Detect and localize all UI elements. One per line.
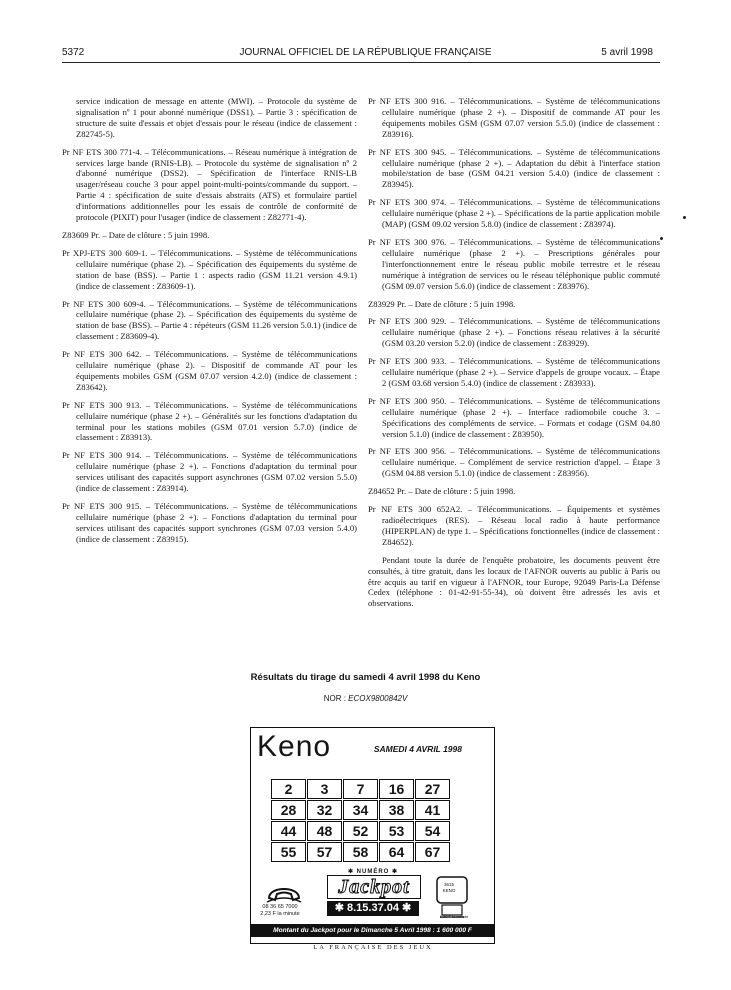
ticket-date: SAMEDI 4 AVRIL 1998: [373, 744, 462, 754]
drawn-number: 67: [415, 842, 450, 862]
results-title: Résultats du tirage du samedi 4 avril 1998 du Keno: [250, 672, 481, 683]
left-column: [62, 96, 357, 552]
nor-label: NOR :: [323, 694, 346, 703]
phone-number: 08 36 65 7000: [262, 904, 298, 910]
drawn-number: 48: [307, 821, 342, 841]
standard-entry: Pr NF ETS 300 913. – Télécommunications. – Système de télécommunications cellulaire numérique (phase 2 +). – Généralités sur les fonctions d'adaptation du terminal pour les stations mobiles (GSM 07.01 version 5.7.0) (indice de classement : Z83913).: [62, 399, 357, 443]
drawn-number: 27: [415, 779, 450, 799]
standard-entry: Pr NF ETS 300 945. – Télécommunications. – Système de télécommunications cellulaire numérique (phase 2 +). – Adaptation du débit à l'interface station mobile/station de base (GSM 04.21 version 5.4.0) (indice de classement : Z83945).: [368, 146, 660, 190]
minitel-text: 3615 KENO: [442, 882, 456, 893]
standard-entry: Z83609 Pr. – Date de clôture : 5 juin 1998.: [62, 229, 210, 240]
margin-mark: [683, 216, 686, 219]
keno-ticket: [250, 727, 495, 944]
drawn-number: 41: [415, 800, 450, 820]
jackpot-number: ✱ 8.15.37.04 ✱: [327, 901, 419, 916]
drawn-number: 7: [343, 779, 378, 799]
drawn-number: 52: [343, 821, 378, 841]
drawn-number: 28: [271, 800, 306, 820]
notice-paragraph: Pendant toute la durée de l'enquête probatoire, les documents peuvent être consultés, à titre gratuit, dans les locaux de l'AFNOR ouverts au public à Paris ou être acquis au tarif en vigueur à l'AFNOR, tour Europe, 92049 Paris-La Défense Cedex (téléphone : 01-42-91-55-34), où doivent être adressés les avis et observations.: [368, 554, 660, 609]
minitel-price: 1,29 F la minute: [439, 914, 469, 919]
nor-line: [0, 694, 731, 703]
drawn-number: 64: [379, 842, 414, 862]
standard-entry: Pr NF ETS 300 950. – Télécommunications. – Système de télécommunications cellulaire numérique (phase 2 +). – Interface radiomobile couche 3. – Spécifications des compléments de service. – Formats et codage (GSM 04.80 version 5.1.0) (indice de classement : Z83950).: [368, 395, 660, 439]
standard-entry: Pr NF ETS 300 914. – Télécommunications. – Système de télécommunications cellulaire numérique (phase 2 +). – Fonctions d'adaptation du terminal pour services utilisant des capacités support asynchrones (GSM 07.02 version 5.5.0) (indice de classement : Z83914).: [62, 450, 357, 494]
standard-entry: Pr NF ETS 300 915. – Télécommunications. – Système de télécommunications cellulaire numérique (phase 2 +). – Fonctions d'adaptation du terminal pour services utilisant des capacités support synchrones (GSM 07.03 version 5.4.0) (indice de classement : Z83915).: [62, 501, 357, 544]
fdj-brand: LA FRANÇAISE DES JEUX: [313, 944, 433, 951]
drawn-number: 3: [307, 779, 342, 799]
nor-code: ECOX9800842V: [348, 694, 408, 703]
drawn-number: 53: [379, 821, 414, 841]
standard-entry: Pr NF ETS 300 976. – Télécommunications. – Système de télécommunications cellulaire numérique (phase 2 +). – Prescriptions générales pour l'interfonctionnement entre le réseau public mobile terrestre et le réseau numérique à intégration de services ou le réseau téléphonique public commuté (GSM 09.07 version 5.6.0) (indice de classement : Z83976).: [368, 236, 660, 291]
standard-entry: service indication de message en attente (MWI). – Protocole du système de signalisation nº 1 pour abonné numérique (DSS1). – Partie 3 : spécification de structure de suite d'essais et objet d'essais pour le réseau (indice de classement : Z82745-5).: [76, 96, 357, 139]
numero-label: ✱ NUMÉRO ✱: [347, 869, 399, 875]
jackpot-logo: Jackpot: [327, 875, 421, 899]
drawn-number: 34: [343, 800, 378, 820]
jackpot-amount-banner: Montant du Jackpot pour le Dimanche 5 Avril 1998 : 1 600 000 F: [251, 924, 494, 937]
margin-mark: [660, 237, 663, 240]
standard-entry: Pr XPJ-ETS 300 609-1. – Télécommunications. – Système de télécommunications cellulaire numérique (phase 2). – Spécification des équipements du système de station de base (BSS). – Partie 1 : aspects radio (GSM 11.21 version 4.9.1) (indice de classement : Z83609-1).: [62, 247, 357, 291]
page-number: 5372: [62, 47, 85, 58]
standard-entry: Pr NF ETS 300 916. – Télécommunications. – Système de télécommunications cellulaire numérique (phase 2 +). – Dispositif de commande AT pour les équipements mobiles GSM (GSM 07.07 version 5.5.0) (indice de classement : Z83916).: [368, 96, 660, 139]
drawn-number: 54: [415, 821, 450, 841]
right-column: [368, 96, 660, 609]
phone-icon: [263, 876, 305, 926]
phone-text: [257, 904, 303, 918]
drawn-number: 57: [307, 842, 342, 862]
standard-entry: Pr NF ETS 300 933. – Télécommunications. – Système de télécommunications cellulaire numérique (phase 2 +). – Service d'appels de groupe vocaux. – Étape 2 (GSM 03.68 version 5.4.0) (indice de classement : Z83933).: [368, 356, 660, 388]
drawn-number: 44: [271, 821, 306, 841]
drawn-number: 32: [307, 800, 342, 820]
header-rule: [62, 62, 660, 63]
drawn-number: 58: [343, 842, 378, 862]
jackpot-box: [323, 868, 423, 920]
numbers-grid: [271, 779, 476, 861]
drawn-number: 16: [379, 779, 414, 799]
drawn-number: 2: [271, 779, 306, 799]
standard-entry: Pr NF ETS 300 642. – Télécommunications. – Système de télécommunications cellulaire numérique (phase 2). – Dispositif de commande AT pour les équipements mobiles GSM (GSM 07.07 version 4.2.0) (indice de classement : Z83642).: [62, 349, 357, 392]
journal-title: JOURNAL OFFICIEL DE LA RÉPUBLIQUE FRANÇAISE: [239, 47, 492, 58]
standard-entry: Pr NF ETS 300 609-4. – Télécommunications. – Système de télécommunications cellulaire numérique (phase 2). – Spécification des équipements du système de station de base (BSS). – Partie 4 : répéteurs (GSM 11.26 version 5.0.1) (indice de classement : Z83609-4).: [62, 298, 357, 342]
drawn-number: 55: [271, 842, 306, 862]
standard-entry: Z83929 Pr. – Date de clôture : 5 juin 1998.: [368, 298, 516, 309]
standard-entry: Z84652 Pr. – Date de clôture : 5 juin 1998.: [368, 486, 516, 497]
phone-price: 2,23 F la minute: [260, 911, 300, 917]
keno-logo: Keno: [257, 730, 332, 763]
standard-entry: Pr NF ETS 300 956. – Télécommunications. – Système de télécommunications cellulaire numérique. – Complément de service restriction d'appel. – Étape 3 (GSM 04.88 version 5.1.0) (indice de classement : Z83956).: [368, 446, 660, 479]
standard-entry: Pr NF ETS 300 974. – Télécommunications. – Système de télécommunications cellulaire numérique (phase 2 +). – Spécifications de la partie application mobile (MAP) (GSM 09.02 version 5.8.0) (indice de classement : Z83974).: [368, 197, 660, 230]
header-date: 5 avril 1998: [601, 47, 653, 58]
standard-entry: Pr NF ETS 300 771-4. – Télécommunications. – Réseau numérique à intégration de services large bande (RNIS-LB). – Protocole du système de signalisation nº 2 d'abonné numérique (DSS2). – Spécification de l'interface RNIS-LB usager/réseau couche 3 pour appel point-multi-points/commande du support. – Partie 4 : spécification de suite d'essais abstraits (ATS) et formulaire partiel d'informations additionnelles pour les essais de contrôle de conformité de protocole (PIXIT) pour l'usager (indice de classement : Z82771-4).: [62, 146, 357, 223]
standard-entry: Pr NF ETS 300 652A2. – Télécommunications. – Équipements et systèmes radioélectriques (RES). – Réseau local radio à haute performance (HIPERPLAN) de type 1. – Spécifications fonctionnelles (indice de classement : Z84652).: [368, 504, 660, 547]
standard-entry: Pr NF ETS 300 929. – Télécommunications. – Système de télécommunications cellulaire numérique (phase 2 +). – Fonctions réseau relatives à la sécurité (GSM 03.20 version 5.2.0) (indice de classement : Z83929).: [368, 316, 660, 349]
drawn-number: 38: [379, 800, 414, 820]
